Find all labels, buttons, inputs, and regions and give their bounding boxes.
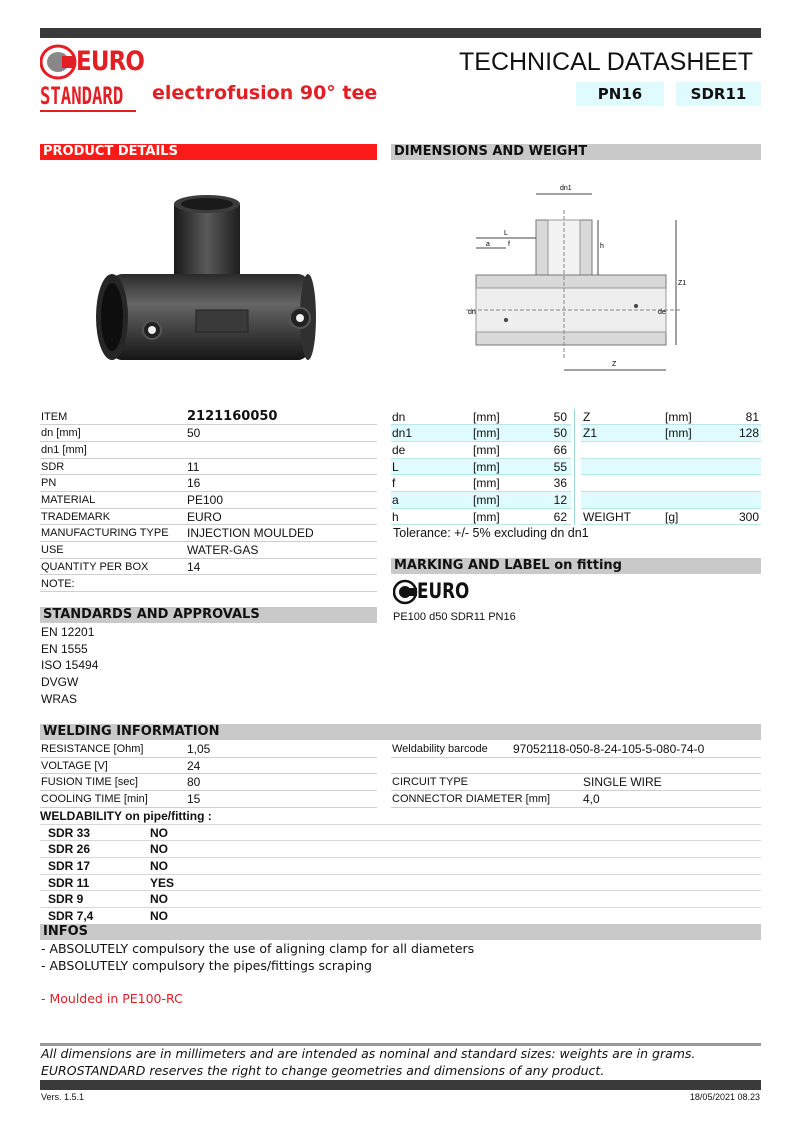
dimension-unit: [mm]	[473, 509, 500, 524]
marking-logo-text: EURO	[417, 579, 470, 603]
product-value: INJECTION MOULDED	[187, 526, 314, 541]
weldability-value: NO	[150, 892, 168, 907]
welding-header: WELDING INFORMATION	[40, 724, 761, 740]
standard-item: DVGW	[41, 675, 79, 690]
product-row	[40, 409, 377, 426]
product-row	[40, 442, 377, 459]
weldability-row	[40, 891, 761, 908]
dimension-value: 66	[553, 442, 567, 457]
product-row	[40, 459, 377, 476]
dimension-unit: [mm]	[473, 409, 500, 424]
standard-item: ISO 15494	[41, 658, 99, 673]
dimension-row	[391, 459, 571, 476]
dimension-value: 50	[553, 409, 567, 424]
dimension-value: 50	[553, 426, 567, 441]
product-value: 50	[187, 426, 201, 441]
weldability-sdr: SDR 11	[48, 875, 90, 890]
product-label: PN	[41, 477, 57, 490]
info-line-2: - ABSOLUTELY compulsory the pipes/fittings scraping	[41, 958, 372, 973]
dimension-name: WEIGHT	[583, 509, 631, 524]
technical-drawing	[466, 180, 696, 380]
dim-label-h: h	[600, 243, 604, 250]
product-row	[40, 425, 377, 442]
dim-label-z: Z	[612, 361, 617, 368]
dimension-name: Z1	[583, 426, 598, 441]
product-row	[40, 492, 377, 509]
dimension-name: a	[392, 493, 399, 507]
dimension-row	[391, 475, 571, 492]
product-value: PE100	[187, 493, 224, 507]
welding-value: 4,0	[583, 792, 600, 807]
sdr-badge: SDR11	[676, 82, 761, 106]
dimension-unit: [mm]	[473, 459, 500, 474]
footer-note-2: EUROSTANDARD reserves the right to change geometries and dimensions of any product.	[41, 1063, 605, 1078]
logo-euro-text: EURO	[76, 46, 145, 77]
dimension-row	[391, 409, 571, 426]
product-label: dn [mm]	[41, 427, 81, 440]
welding-row	[391, 791, 761, 808]
welding-row	[391, 758, 761, 775]
dimension-unit: [mm]	[473, 426, 500, 441]
weldability-sdr: SDR 26	[48, 842, 91, 857]
welding-label: CIRCUIT TYPE	[392, 776, 468, 789]
dimension-value: 300	[738, 509, 759, 524]
welding-label: COOLING TIME [min]	[41, 793, 148, 806]
doc-title: TECHNICAL DATASHEET	[459, 48, 754, 76]
welding-label: FUSION TIME [sec]	[41, 776, 138, 789]
weldability-row	[40, 858, 761, 875]
product-label: USE	[41, 544, 64, 557]
dimension-name: h	[392, 509, 399, 524]
dimension-row	[391, 442, 571, 459]
weldability-sdr: SDR 33	[48, 825, 91, 840]
dimension-row	[581, 442, 761, 459]
marking-text: PE100 d50 SDR11 PN16	[393, 611, 516, 623]
product-value: WATER-GAS	[187, 543, 259, 558]
product-label: TRADEMARK	[41, 510, 111, 523]
dim-label-L: L	[504, 230, 508, 237]
welding-value: 15	[187, 792, 201, 807]
dimension-value: 128	[738, 426, 759, 441]
product-details-header: PRODUCT DETAILS	[40, 144, 377, 160]
dim-label-a: a	[486, 241, 490, 248]
info-red-line: - Moulded in PE100-RC	[41, 991, 183, 1006]
dimension-row	[391, 492, 571, 509]
product-label: NOTE:	[41, 577, 75, 590]
footer-note-1: All dimensions are in millimeters and are intended as nominal and standard sizes: weights are in grams.	[41, 1046, 696, 1061]
marking-logo	[393, 579, 470, 605]
weldability-sdr: SDR 9	[48, 892, 84, 907]
product-label: MANUFACTURING TYPE	[41, 527, 169, 540]
product-row	[40, 542, 377, 559]
dimension-row	[581, 475, 761, 492]
dimension-name: de	[392, 442, 406, 457]
date-text: 18/05/2021 08.23	[689, 1092, 760, 1102]
welding-row	[40, 791, 377, 808]
product-row	[40, 509, 377, 526]
product-photo	[90, 190, 330, 370]
weldability-row	[40, 875, 761, 892]
welding-row	[40, 774, 377, 791]
product-label: ITEM	[41, 410, 68, 423]
dimension-value: 12	[553, 493, 567, 507]
info-line-1: - ABSOLUTELY compulsory the use of aligning clamp for all diameters	[41, 941, 475, 956]
welding-row	[40, 758, 377, 775]
dim-label-de: de	[658, 309, 666, 316]
welding-value: SINGLE WIRE	[583, 775, 662, 790]
weldability-row	[40, 908, 761, 925]
infos-header: INFOS	[40, 924, 761, 940]
welding-label: RESISTANCE [Ohm]	[41, 743, 144, 755]
dimension-row	[581, 409, 761, 426]
dimension-row	[581, 492, 761, 509]
product-value: EURO	[187, 509, 222, 524]
version-text: Vers. 1.5.1	[41, 1092, 85, 1102]
product-label: MATERIAL	[41, 494, 96, 506]
logo-underline	[40, 110, 136, 112]
tolerance-note: Tolerance: +/- 5% excluding dn dn1	[393, 526, 589, 540]
weldability-row	[40, 841, 761, 858]
product-row	[40, 475, 377, 492]
welding-value: 80	[187, 775, 201, 790]
product-row	[40, 525, 377, 542]
dimension-unit: [mm]	[473, 442, 500, 457]
welding-row	[40, 741, 377, 758]
dim-label-dn1: dn1	[560, 185, 572, 192]
dimension-divider	[574, 409, 575, 526]
marking-header: MARKING AND LABEL on fitting	[391, 558, 761, 574]
product-value: 16	[187, 476, 201, 491]
dimension-unit: [mm]	[473, 493, 500, 507]
dimension-value: 62	[553, 509, 567, 524]
pn-badge: PN16	[576, 82, 664, 106]
product-row	[40, 559, 377, 576]
dimension-name: f	[392, 476, 396, 491]
dimension-row	[391, 509, 571, 526]
weldability-value: NO	[150, 842, 168, 857]
standard-item: EN 1555	[41, 641, 88, 656]
standard-item: EN 12201	[41, 625, 95, 639]
product-value: 14	[187, 559, 201, 574]
product-value: 2121160050	[187, 408, 278, 424]
dimension-value: 55	[553, 459, 567, 474]
weldability-sdr: SDR 17	[48, 858, 91, 873]
dimension-name: dn1	[392, 426, 413, 441]
dimension-unit: [mm]	[473, 476, 500, 491]
dimension-value: 36	[553, 476, 567, 491]
welding-label: Weldability barcode	[392, 743, 488, 755]
product-name: electrofusion 90° tee	[152, 82, 378, 104]
eurostandard-logo	[40, 44, 145, 114]
dimension-name: L	[392, 459, 399, 474]
welding-row	[391, 741, 761, 758]
welding-value: 1,05	[187, 742, 211, 756]
dimension-unit: [g]	[665, 509, 679, 524]
welding-value: 97052118-050-8-24-105-5-080-74-0	[513, 742, 705, 756]
weldability-value: YES	[150, 875, 175, 890]
product-label: dn1 [mm]	[41, 443, 87, 456]
bottom-bar	[40, 1080, 761, 1090]
dimension-row	[581, 425, 761, 442]
top-bar	[40, 28, 761, 38]
welding-label: CONNECTOR DIAMETER [mm]	[392, 793, 551, 806]
product-label: SDR	[41, 460, 65, 473]
standards-header: STANDARDS AND APPROVALS	[40, 607, 377, 623]
product-value: 11	[187, 459, 200, 474]
weldability-title: WELDABILITY on pipe/fitting :	[40, 808, 761, 825]
dimension-value: 81	[745, 409, 759, 424]
dimension-row	[391, 425, 571, 442]
dimension-name: Z	[583, 409, 591, 424]
dimension-row	[581, 459, 761, 476]
weldability-value: NO	[150, 825, 168, 840]
dimension-unit: [mm]	[665, 426, 692, 441]
welding-value: 24	[187, 758, 201, 773]
dim-label-f: f	[508, 241, 510, 248]
product-row	[40, 576, 377, 593]
weldability-value: NO	[150, 858, 168, 873]
welding-row	[391, 774, 761, 791]
dim-label-z1: Z1	[678, 280, 687, 287]
dimension-unit: [mm]	[665, 409, 692, 424]
welding-label: VOLTAGE [V]	[41, 759, 108, 772]
weldability-value: NO	[150, 909, 168, 923]
dimension-row	[581, 509, 761, 526]
dim-label-dn: dn	[468, 309, 476, 316]
dimension-name: dn	[392, 409, 406, 424]
weldability-row	[40, 825, 761, 842]
product-label: QUANTITY PER BOX	[41, 560, 149, 573]
logo-standard-text: STANDARD	[40, 82, 124, 110]
standard-item: WRAS	[41, 691, 77, 706]
weldability-sdr: SDR 7,4	[48, 909, 94, 923]
dimensions-header: DIMENSIONS AND WEIGHT	[391, 144, 761, 160]
